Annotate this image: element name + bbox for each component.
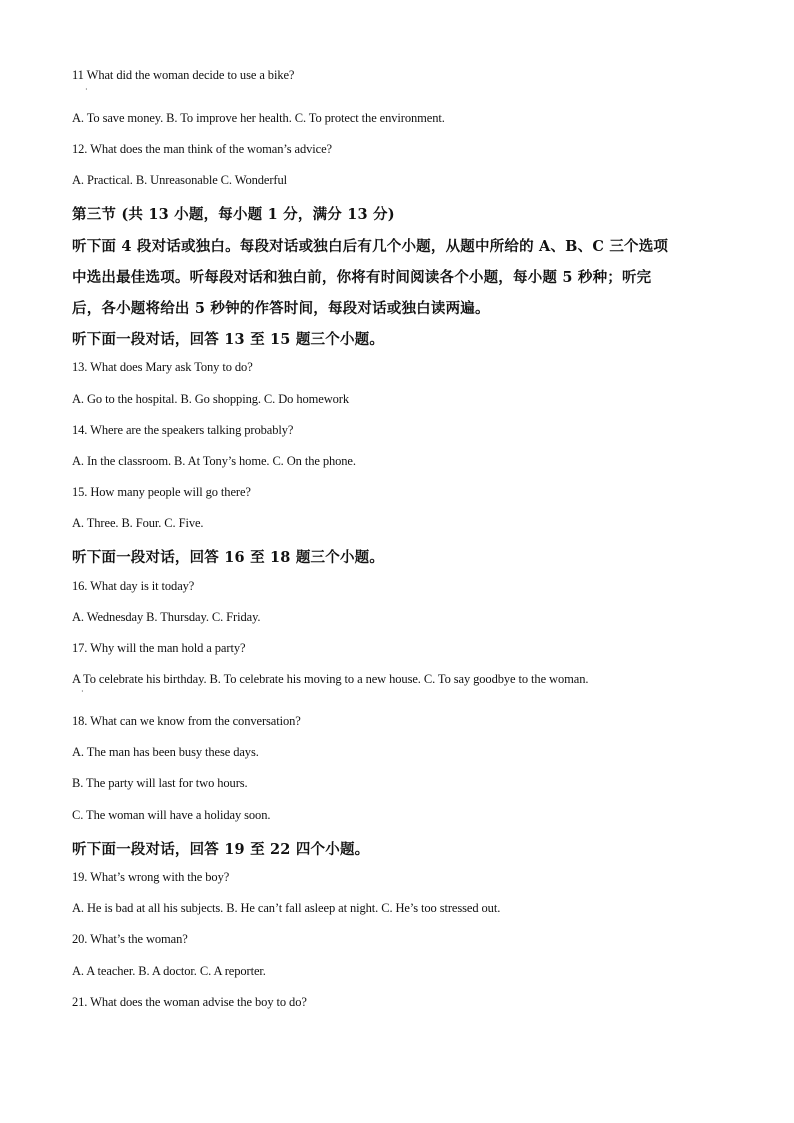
question-11-options: A. To save money. B. To improve her health. C. To protect the environment. xyxy=(72,111,445,125)
question-21: 21. What does the woman advise the boy to do? xyxy=(72,995,307,1009)
question-19: 19. What’s wrong with the boy? xyxy=(72,870,230,884)
decimal-point-mark: · xyxy=(85,85,88,94)
question-16: 16. What day is it today? xyxy=(72,579,195,593)
question-14-options: A. In the classroom. B. At Tony’s home. C. On the phone. xyxy=(72,454,356,468)
question-17-options: A To celebrate his birthday. B. To celebrate his moving to a new house. C. To say goodbye to the woman. xyxy=(72,672,589,686)
decimal-point-mark: · xyxy=(81,687,84,696)
question-18-option-c: C. The woman will have a holiday soon. xyxy=(72,808,271,822)
question-16-options: A. Wednesday B. Thursday. C. Friday. xyxy=(72,610,261,624)
question-15-options: A. Three. B. Four. C. Five. xyxy=(72,516,204,530)
question-19-options: A. He is bad at all his subjects. B. He can’t fall asleep at night. C. He’s too stressed out. xyxy=(72,901,501,915)
question-13: 13. What does Mary ask Tony to do? xyxy=(72,360,253,374)
question-18-option-b: B. The party will last for two hours. xyxy=(72,776,248,790)
question-14: 14. Where are the speakers talking probably? xyxy=(72,423,294,437)
section-3-heading: 第三节 (共 13 小题，每小题 1 分，满分 13 分) xyxy=(72,206,395,223)
question-20-options: A. A teacher. B. A doctor. C. A reporter. xyxy=(72,964,266,978)
question-15: 15. How many people will go there? xyxy=(72,485,251,499)
dialogue-19-22-heading: 听下面一段对话，回答 19 至 22 四个小题。 xyxy=(72,841,370,858)
section-3-instructions-line-2: 中选出最佳选项。听每段对话和独白前，你将有时间阅读各个小题，每小题 5 秒种；听完 xyxy=(72,269,652,286)
dialogue-16-18-heading: 听下面一段对话，回答 16 至 18 题三个小题。 xyxy=(72,549,385,566)
section-3-instructions-line-3: 后，各小题将给出 5 秒钟的作答时间，每段对话或独白读两遍。 xyxy=(72,300,490,317)
question-12-options: A. Practical. B. Unreasonable C. Wonderful xyxy=(72,173,287,187)
question-18-option-a: A. The man has been busy these days. xyxy=(72,745,259,759)
question-13-options: A. Go to the hospital. B. Go shopping. C. Do homework xyxy=(72,392,349,406)
question-11: 11 What did the woman decide to use a bike? xyxy=(72,68,295,82)
question-12: 12. What does the man think of the woman’s advice? xyxy=(72,142,332,156)
section-3-instructions-line-1: 听下面 4 段对话或独白。每段对话或独白后有几个小题，从题中所给的 A、B、C 三个选项 xyxy=(72,238,669,255)
question-18: 18. What can we know from the conversation? xyxy=(72,714,301,728)
dialogue-13-15-heading: 听下面一段对话，回答 13 至 15 题三个小题。 xyxy=(72,331,385,348)
question-17: 17. Why will the man hold a party? xyxy=(72,641,246,655)
question-20: 20. What’s the woman? xyxy=(72,932,188,946)
